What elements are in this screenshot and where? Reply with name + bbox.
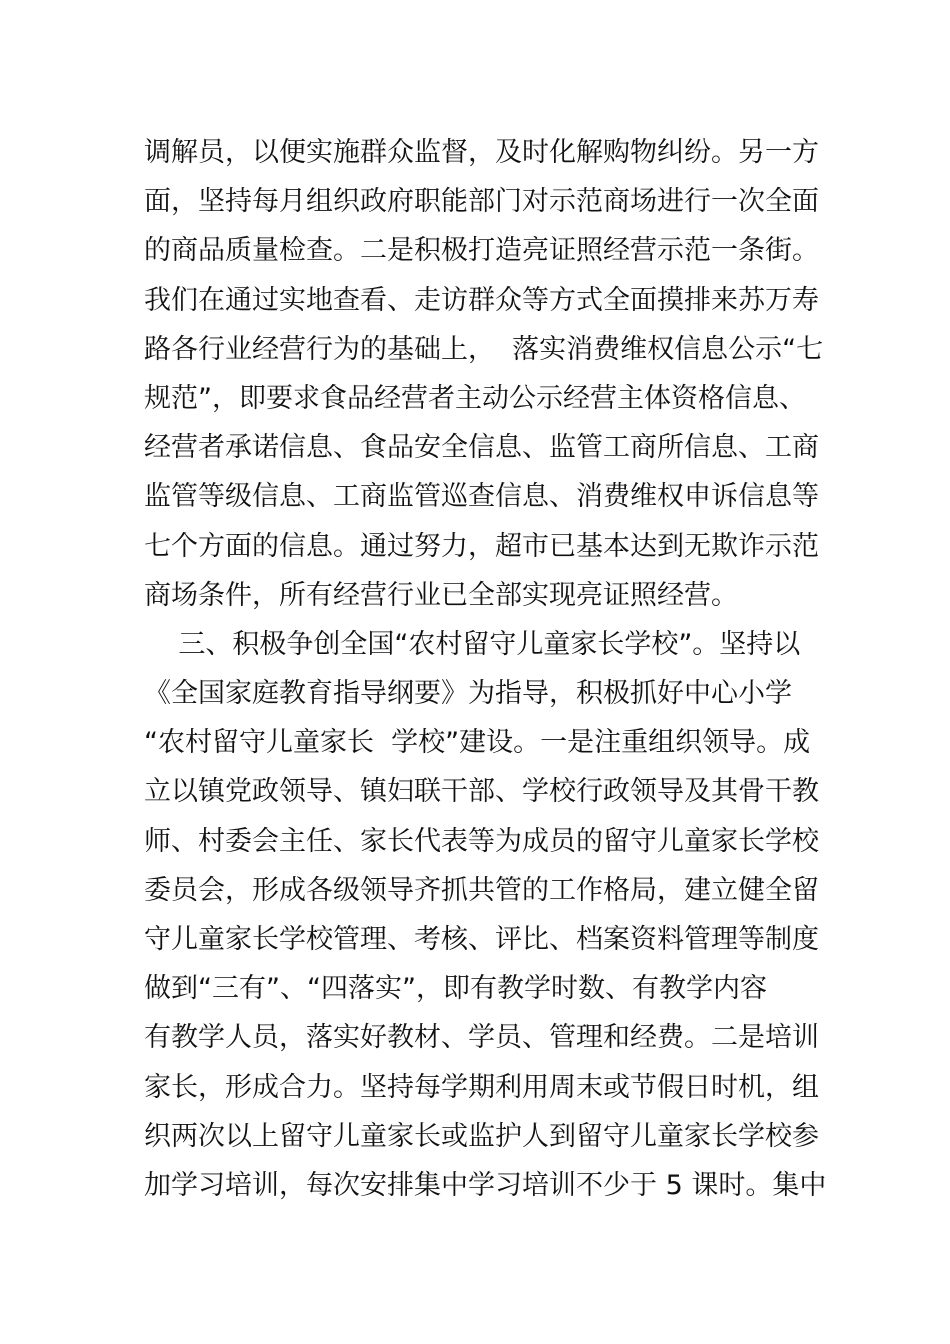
text-line: 做到“三有”、“四落实”，即有教学时数、有教学内容 [144, 973, 767, 1005]
text-line: 家长，形成合力。坚持每学期利用周末或节假日时机，组 [144, 1071, 819, 1103]
text-line: 师、村委会主任、家长代表等为成员的留守儿童家长学校 [144, 825, 819, 857]
text-line: 立以镇党政领导、镇妇联干部、学校行政领导及其骨干教 [144, 776, 819, 808]
text-line: 《全国家庭教育指导纲要》为指导，积极抓好中心小学 [144, 678, 792, 710]
text-line: 的商品质量检查。二是积极打造亮证照经营示范一条街。 [144, 235, 819, 267]
text-line: 面，坚持每月组织政府职能部门对示范商场进行一次全面 [144, 186, 819, 218]
text-line: 商场条件，所有经营行业已全部实现亮证照经营。 [144, 579, 738, 611]
text-line: 调解员，以便实施群众监督，及时化解购物纠纷。另一方 [144, 137, 819, 168]
body-text [144, 128, 827, 1210]
text-line: 三、积极争创全国“农村留守儿童家长学校”。坚持以 [144, 628, 801, 660]
text-line: “农村留守儿童家长 学校”建设。一是注重组织领导。成 [144, 727, 811, 759]
text-line: 织两次以上留守儿童家长或监护人到留守儿童家长学校参 [144, 1120, 819, 1152]
text-line: 七个方面的信息。通过努力，超市已基本达到无欺诈示范 [144, 530, 819, 562]
text-line: 经营者承诺信息、食品安全信息、监管工商所信息、工商 [144, 432, 819, 464]
text-line: 有教学人员，落实好教材、学员、管理和经费。二是培训 [144, 1022, 819, 1054]
text-line: 委员会，形成各级领导齐抓共管的工作格局，建立健全留 [144, 874, 819, 906]
text-line: 加学习培训，每次安排集中学习培训不少于 5 课时。集中 [144, 1169, 827, 1201]
text-line: 我们在通过实地查看、走访群众等方式全面摸排来苏万寿 [144, 284, 819, 316]
text-line: 规范”，即要求食品经营者主动公示经营主体资格信息、 [144, 382, 806, 414]
text-line: 路各行业经营行为的基础上， 落实消费维权信息公示“七 [144, 333, 824, 365]
text-line: 守儿童家长学校管理、考核、评比、档案资料管理等制度 [144, 924, 819, 955]
text-line: 监管等级信息、工商监管巡查信息、消费维权申诉信息等 [144, 481, 819, 513]
